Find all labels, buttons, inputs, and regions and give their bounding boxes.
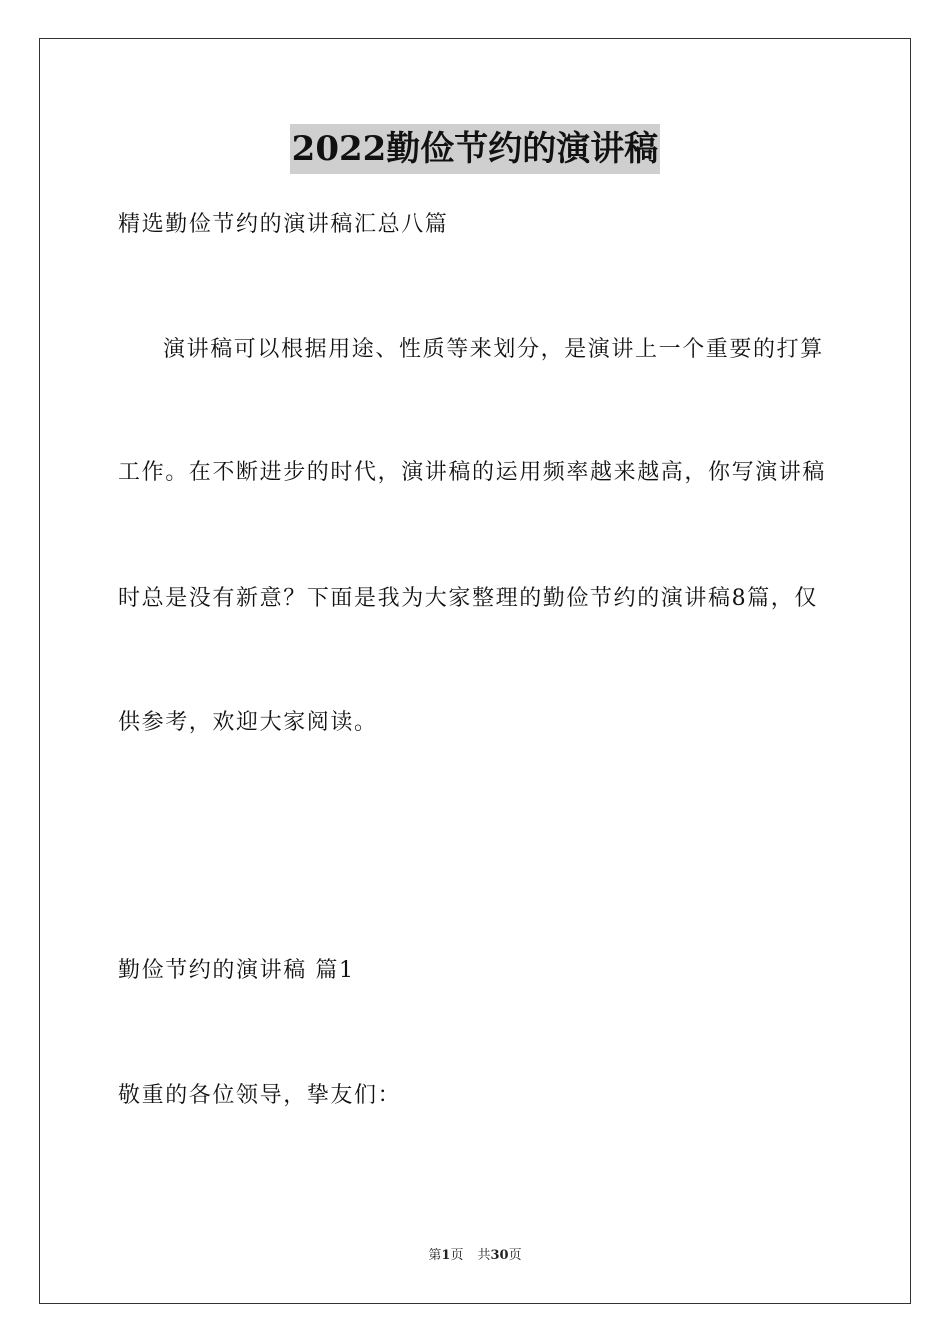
page-footer [0, 1246, 950, 1266]
footer-page-suffix: 页 [450, 1248, 464, 1263]
intro-line-4: 供参考，欢迎大家阅读。 [118, 710, 378, 735]
intro-line-3: 时总是没有新意？下面是我为大家整理的勤俭节约的演讲稿8篇，仅 [118, 586, 818, 611]
footer-total-suffix: 页 [508, 1248, 522, 1263]
title-container [0, 124, 950, 174]
footer-total-prefix: 共 [477, 1248, 491, 1263]
intro-line-2: 工作。在不断进步的时代，演讲稿的运用频率越来越高，你写演讲稿 [118, 460, 827, 485]
document-subtitle: 精选勤俭节约的演讲稿汇总八篇 [118, 212, 449, 237]
footer-page-prefix: 第 [428, 1248, 442, 1263]
salutation: 敬重的各位领导，挚友们： [118, 1083, 402, 1108]
footer-total-pages: 30 [490, 1248, 509, 1263]
section-heading: 勤俭节约的演讲稿 篇1 [118, 958, 355, 983]
intro-line-1: 演讲稿可以根据用途、性质等来划分，是演讲上一个重要的打算 [163, 337, 824, 362]
footer-page-number: 1 [441, 1248, 451, 1263]
document-title: 2022勤俭节约的演讲稿 [290, 124, 661, 174]
